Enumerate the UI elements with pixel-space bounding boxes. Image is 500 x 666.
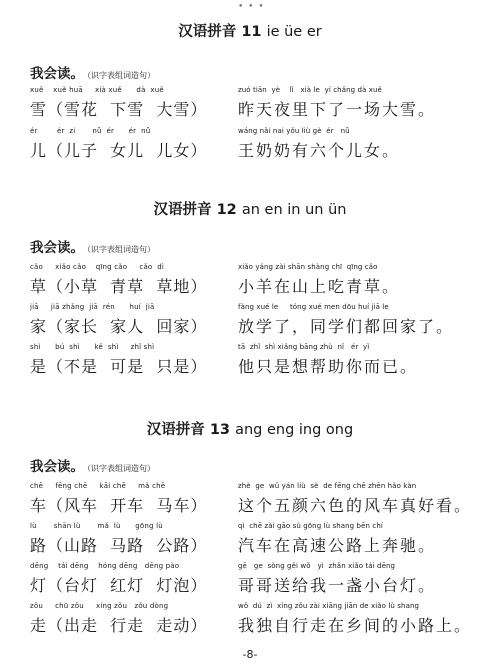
word-pinyin: cǎo xiǎo cǎo qīng cǎo cǎo dì [30, 263, 165, 271]
sentence-pinyin: qì chē zài gāo sù gōng lù shang bēn chí [238, 522, 383, 530]
page-number: -8- [242, 648, 258, 661]
subtitle-note: （识字表组词造句） [87, 71, 155, 80]
word-chars: 灯（台灯 红灯 灯泡） [30, 576, 208, 595]
sentence-chars: 昨天夜里下了一场大雪。 [238, 100, 437, 119]
section-title [0, 20, 500, 41]
word-pinyin: ér ér zi nǚ ér ér nǚ [30, 127, 151, 135]
word-chars: 车（风车 开车 马车） [30, 496, 208, 515]
word-chars: 雪（雪花 下雪 大雪） [30, 100, 208, 119]
reading-row [0, 303, 500, 347]
sentence-pinyin: zuó tiān yè lǐ xià le yí chǎng dà xuě [238, 86, 382, 94]
section-subtitle [30, 236, 155, 256]
word-chars: 儿（儿子 女儿 儿女） [30, 141, 208, 160]
section-title-pinyin: ang eng ing ong [235, 422, 354, 438]
section-title [0, 418, 500, 439]
sentence-pinyin: gē ge sòng gěi wǒ yì zhǎn xiǎo tái dēng [238, 562, 396, 570]
section-title-text: 汉语拼音 12 [153, 202, 237, 218]
sentence-chars: 这个五颜六色的风车真好看。 [238, 496, 473, 515]
subtitle-note: （识字表组词造句） [87, 464, 155, 473]
reading-row [0, 562, 500, 606]
sentence-chars: 哥哥送给我一盏小台灯。 [238, 576, 437, 595]
word-chars: 家（家长 家人 回家） [30, 317, 208, 336]
sentence-pinyin: fàng xué le tóng xué men dōu huí jiā le [238, 303, 389, 311]
reading-row [0, 482, 500, 526]
word-chars: 是（不是 可是 只是） [30, 357, 208, 376]
sentence-pinyin: tā zhǐ shì xiǎng bāng zhù nǐ ér yǐ [238, 343, 370, 351]
word-pinyin: lù shān lù mǎ lù gōng lù [30, 522, 163, 530]
word-pinyin: zǒu chū zǒu xíng zǒu zǒu dòng [30, 602, 169, 610]
section-title [0, 198, 500, 219]
word-chars: 走（出走 行走 走动） [30, 616, 208, 635]
section-title-text: 汉语拼音 11 [178, 24, 262, 40]
reading-row [0, 522, 500, 566]
sentence-chars: 放学了，同学们都回家了。 [238, 317, 455, 336]
sentence-pinyin: wǒ dú zì xíng zǒu zài xiāng jiān de xiǎo lù shang [238, 602, 420, 610]
section-title-text: 汉语拼音 13 [146, 422, 231, 438]
sentence-chars: 王奶奶有六个儿女。 [238, 141, 401, 160]
sentence-pinyin: xiǎo yáng zài shān shàng chī qīng cǎo [238, 263, 378, 271]
reading-row [0, 602, 500, 646]
reading-row [0, 86, 500, 130]
section-subtitle [30, 62, 155, 82]
sentence-pinyin: zhè ge wǔ yán liù sè de fēng chē zhēn hǎo kàn [238, 482, 417, 490]
word-pinyin: dēng tái dēng hóng dēng dēng pào [30, 562, 180, 570]
word-chars: 草（小草 青草 草地） [30, 277, 208, 296]
sentence-chars: 汽车在高速公路上奔驰。 [238, 536, 437, 555]
reading-row [0, 343, 500, 387]
window-handle-dots: • • • [238, 2, 265, 12]
section-subtitle [30, 455, 155, 475]
sentence-chars: 他只是想帮助你而已。 [238, 357, 419, 376]
subtitle-note: （识字表组词造句） [87, 245, 155, 254]
sentence-chars: 我独自行走在乡间的小路上。 [238, 616, 473, 635]
sentence-chars: 小羊在山上吃青草。 [238, 277, 401, 296]
section-title-pinyin: an en in un ün [241, 202, 347, 218]
sentence-pinyin: wáng nǎi nai yǒu liù gè ér nǚ [238, 127, 350, 135]
subtitle-text: 我会读。 [30, 459, 84, 475]
subtitle-text: 我会读。 [30, 240, 84, 256]
word-pinyin: xuě xuě huā xià xuě dà xuě [30, 86, 164, 94]
word-pinyin: shì bú shì kě shì zhǐ shì [30, 343, 155, 351]
subtitle-text: 我会读。 [30, 66, 84, 82]
reading-row [0, 127, 500, 171]
word-chars: 路（山路 马路 公路） [30, 536, 208, 555]
reading-row [0, 263, 500, 307]
word-pinyin: jiā jiā zhǎng jiā rén huí jiā [30, 303, 155, 311]
section-title-pinyin: ie üe er [266, 24, 322, 40]
word-pinyin: chē fēng chē kāi chē mǎ chē [30, 482, 166, 490]
